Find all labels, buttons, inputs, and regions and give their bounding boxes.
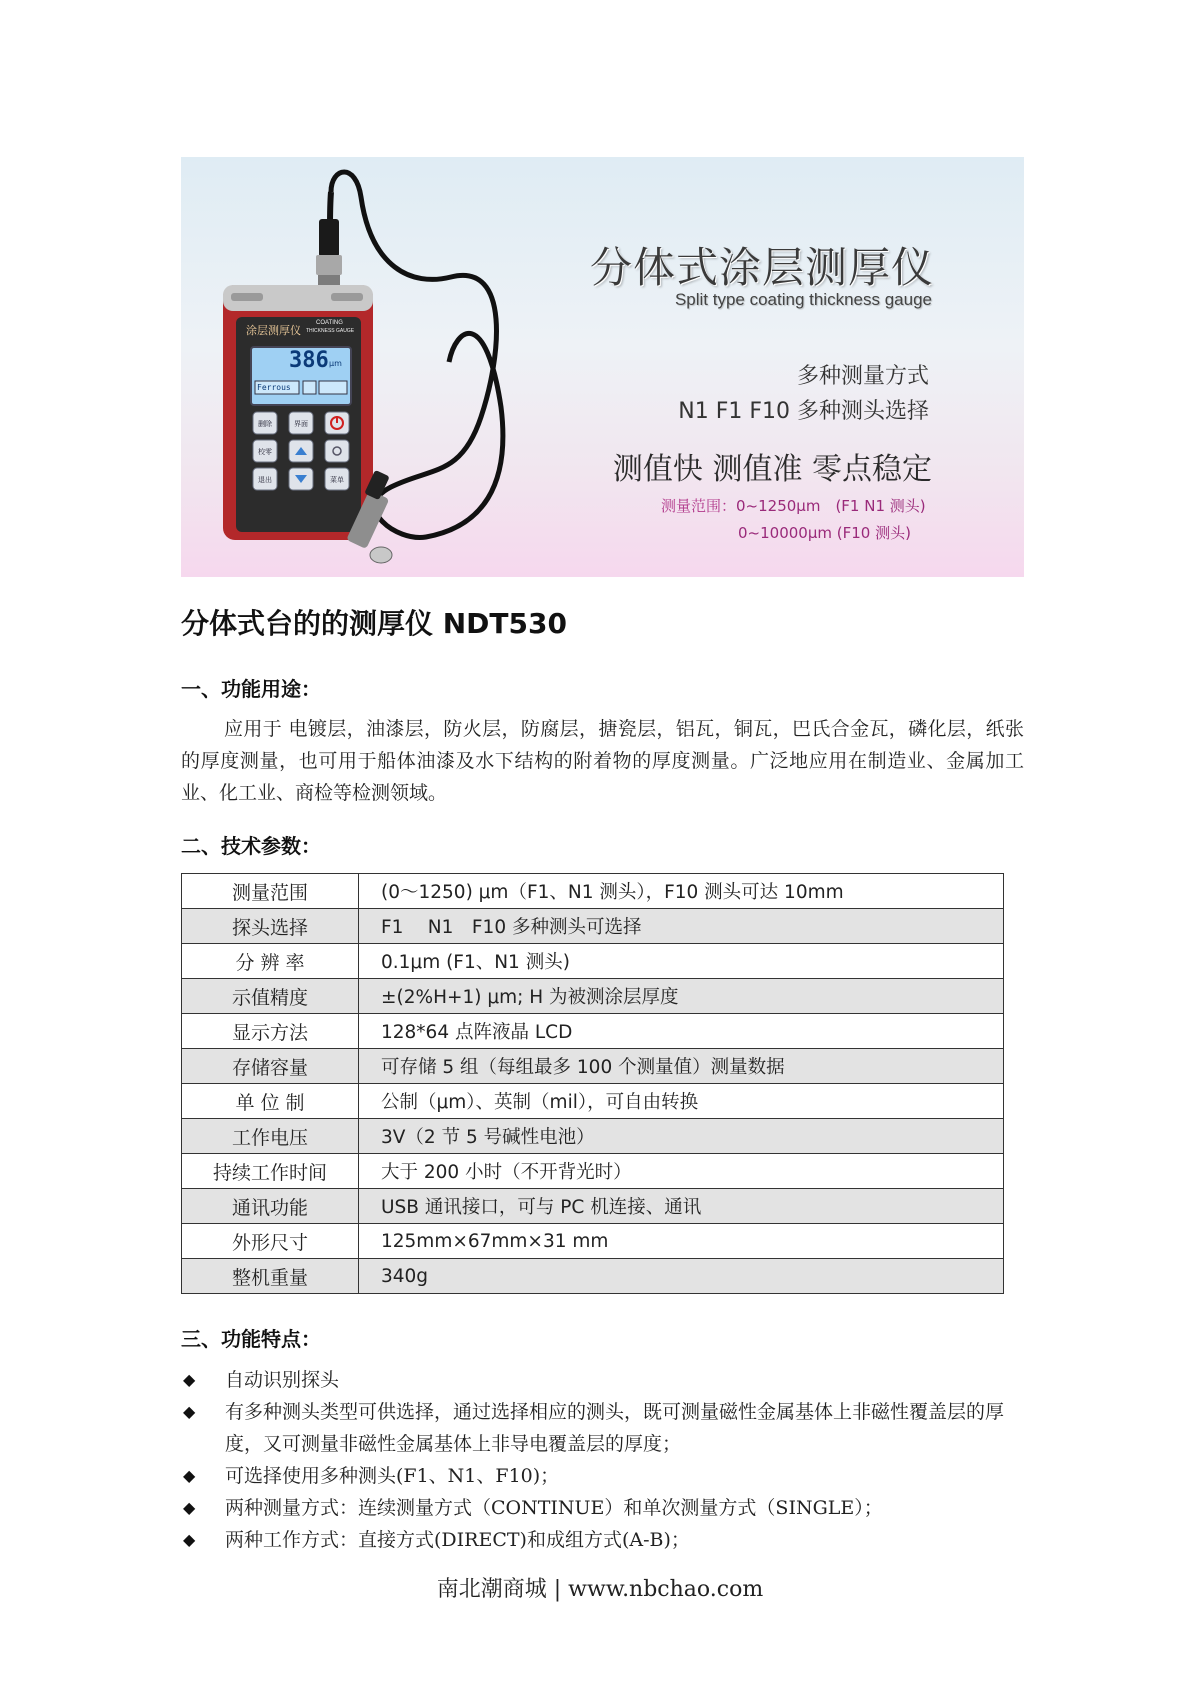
spec-label: 示值精度	[182, 979, 359, 1014]
device-key-screen: 界面	[294, 420, 308, 428]
diamond-bullet-icon: ◆	[183, 1466, 196, 1485]
table-row	[182, 1154, 1004, 1189]
banner-title: 分体式涂层测厚仪	[589, 243, 934, 292]
table-row	[182, 944, 1004, 979]
table-row	[182, 909, 1004, 944]
list-item	[181, 1460, 1024, 1492]
table-row	[182, 1259, 1004, 1294]
banner-feature-line-1: 多种测量方式	[796, 364, 929, 389]
feature-text: 有多种测头类型可供选择，通过选择相应的测头，既可测量磁性金属基体上非磁性覆盖层的厚度，又可测量非磁性金属基体上非导电覆盖层的厚度；	[225, 1401, 1005, 1455]
list-item	[181, 1524, 1024, 1556]
spec-label: 外形尺寸	[182, 1224, 359, 1259]
spec-label: 整机重量	[182, 1259, 359, 1294]
feature-text: 可选择使用多种测头(F1、N1、F10)；	[225, 1465, 560, 1487]
device-key-menu: 菜单	[330, 476, 344, 484]
device-key-delete: 删除	[258, 420, 272, 428]
spec-value: 340g	[359, 1259, 1004, 1294]
table-row	[182, 979, 1004, 1014]
banner-range-2: 0~10000μm (F10 测头)	[738, 524, 911, 542]
spec-label: 存储容量	[182, 1049, 359, 1084]
device-mode: Ferrous	[257, 383, 291, 392]
spec-label: 通讯功能	[182, 1189, 359, 1224]
section-heading-features: 三、功能特点：	[181, 1327, 321, 1351]
spec-label: 分 辨 率	[182, 944, 359, 979]
spec-value: (0～1250) μm（F1、N1 测头），F10 测头可达 10mm	[359, 874, 1004, 909]
spec-label: 工作电压	[182, 1119, 359, 1154]
feature-list	[181, 1364, 1024, 1556]
document-title: 分体式台的的测厚仪 NDT530	[181, 607, 567, 640]
table-row	[182, 1224, 1004, 1259]
list-item	[181, 1396, 1024, 1460]
banner-subtitle: Split type coating thickness gauge	[674, 290, 932, 309]
spec-value: 125mm×67mm×31 mm	[359, 1224, 1004, 1259]
list-item	[181, 1364, 1024, 1396]
table-row	[182, 1084, 1004, 1119]
spec-value: 可存储 5 组（每组最多 100 个测量值）测量数据	[359, 1049, 1004, 1084]
spec-value: 大于 200 小时（不开背光时）	[359, 1154, 1004, 1189]
spec-label: 探头选择	[182, 909, 359, 944]
device-reading-value: 386	[289, 348, 329, 373]
device-brand-label: 涂层测厚仪	[246, 324, 301, 337]
section-heading-usage: 一、功能用途：	[181, 677, 321, 701]
diamond-bullet-icon: ◆	[183, 1370, 196, 1389]
feature-text: 两种测量方式：连续测量方式（CONTINUE）和单次测量方式（SINGLE）；	[225, 1497, 883, 1519]
device-key-exit: 退出	[258, 476, 272, 484]
banner-range-1-value: 0~1250μm (F1 N1 测头)	[736, 497, 926, 515]
spec-value: 公制（μm）、英制（mil），可自由转换	[359, 1084, 1004, 1119]
spec-value: ±(2%H+1) μm; H 为被测涂层厚度	[359, 979, 1004, 1014]
spec-label: 单 位 制	[182, 1084, 359, 1119]
banner-feature-line-2: N1 F1 F10 多种测头选择	[678, 399, 929, 424]
banner-range-1	[661, 495, 926, 516]
feature-text: 自动识别探头	[225, 1369, 340, 1391]
spec-value: USB 通讯接口，可与 PC 机连接、通讯	[359, 1189, 1004, 1224]
table-row	[182, 1014, 1004, 1049]
table-row	[182, 874, 1004, 909]
device-unit: μm	[329, 359, 342, 368]
device-reading	[289, 348, 329, 373]
product-banner	[181, 157, 1024, 577]
device-tag-gauge: THICKNESS GAUGE	[306, 328, 355, 334]
spec-value: 0.1μm (F1、N1 测头)	[359, 944, 1004, 979]
spec-label: 持续工作时间	[182, 1154, 359, 1189]
table-row	[182, 1189, 1004, 1224]
feature-text: 两种工作方式：直接方式(DIRECT)和成组方式(A-B)；	[225, 1529, 690, 1551]
banner-highlight: 测值快 测值准 零点稳定	[612, 452, 932, 487]
diamond-bullet-icon: ◆	[183, 1530, 196, 1549]
table-row	[182, 1049, 1004, 1084]
spec-table	[181, 873, 1004, 1294]
spec-label: 显示方法	[182, 1014, 359, 1049]
device-tag-coating: COATING	[316, 320, 343, 326]
spec-value: 128*64 点阵液晶 LCD	[359, 1014, 1004, 1049]
spec-value: 3V（2 节 5 号碱性电池）	[359, 1119, 1004, 1154]
spec-label: 测量范围	[182, 874, 359, 909]
section-heading-params: 二、技术参数：	[181, 834, 321, 858]
banner-range-label: 测量范围：	[661, 497, 737, 515]
page-footer: 南北潮商城 | www.nbchao.com	[436, 1577, 764, 1602]
usage-paragraph: 应用于 电镀层，油漆层，防火层，防腐层，搪瓷层，铝瓦，铜瓦，巴氏合金瓦，磷化层，纸张的厚度测量，也可用于船体油漆及水下结构的附着物的厚度测量。广泛地应用在制造业、金属加工业、化工业、商检等检测领域。	[181, 718, 1024, 804]
device-key-zero: 校零	[258, 448, 272, 456]
diamond-bullet-icon: ◆	[183, 1498, 196, 1517]
spec-value: F1 N1 F10 多种测头可选择	[359, 909, 1004, 944]
list-item	[181, 1492, 1024, 1524]
table-row	[182, 1119, 1004, 1154]
diamond-bullet-icon: ◆	[183, 1402, 196, 1421]
